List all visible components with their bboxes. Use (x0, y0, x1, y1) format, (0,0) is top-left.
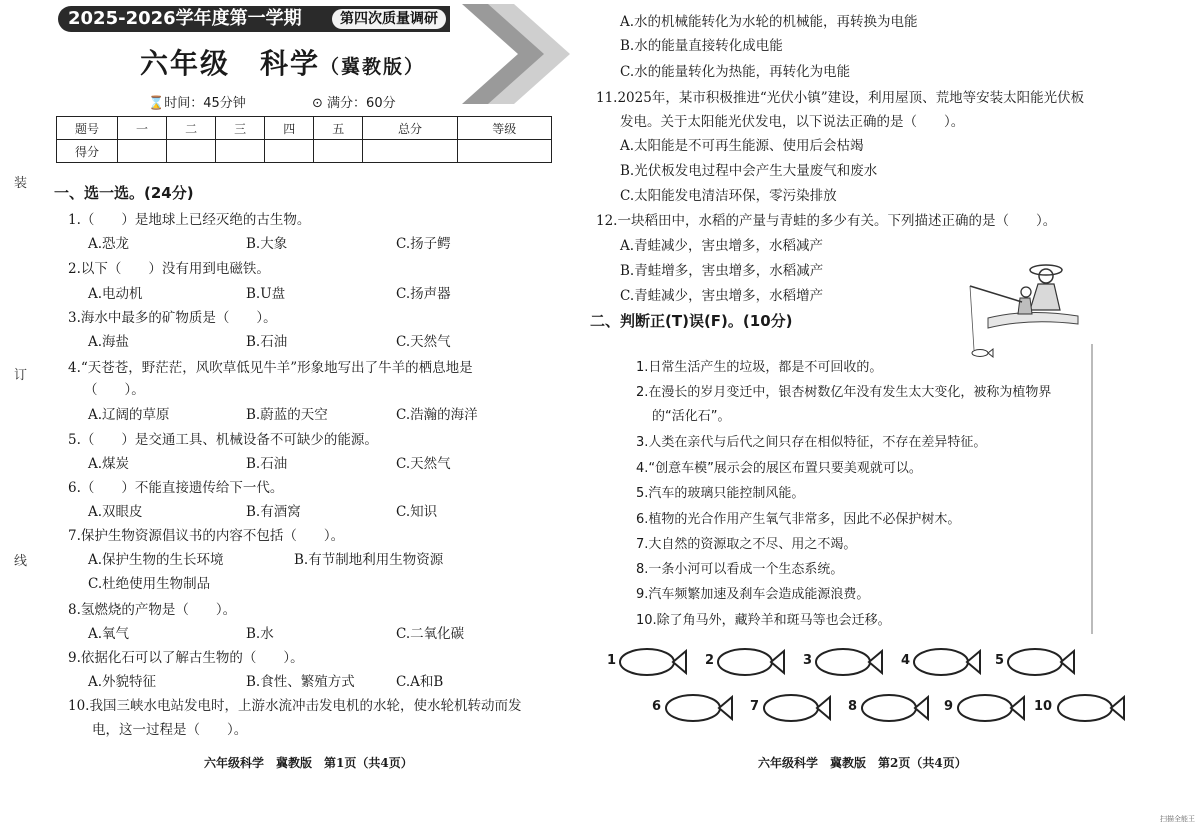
q10-option-a: A.水的机械能转化为水轮的机械能，再转换为电能 (620, 14, 918, 30)
q5-option-c: C.天然气 (396, 456, 451, 472)
score-input-cell[interactable] (118, 140, 167, 163)
q6-option-c: C.知识 (396, 504, 438, 520)
fish-icon[interactable] (1006, 646, 1076, 678)
q9-option-b: B.食性、繁殖方式 (246, 674, 355, 690)
q3-option-b: B.石油 (246, 334, 288, 350)
binding-char-1: 装 (14, 176, 28, 191)
question-12: 12.一块稻田中，水稻的产量与青蛙的多少有关。下列描述正确的是（ ）。 (596, 213, 1057, 229)
q11-option-b: B.光伏板发电过程中会产生大量废气和废水 (620, 163, 878, 179)
answer-label-3: 3 (803, 653, 813, 668)
q9-option-c: C.A和B (396, 674, 444, 690)
question-4-cont: （ ）。 (84, 382, 145, 398)
chevron-decoration-icon (462, 4, 572, 104)
answer-label-1: 1 (607, 653, 617, 668)
q7-option-b: B.有节制地利用生物资源 (294, 552, 444, 568)
judge-item-2: 2.在漫长的岁月变迁中，银杏树数亿年没有发生太大变化，被称为植物界 (636, 385, 1052, 400)
judge-item-5: 5.汽车的玻璃只能控制风能。 (636, 486, 805, 501)
q1-option-b: B.大象 (246, 236, 288, 252)
q1-option-a: A.恐龙 (88, 236, 130, 252)
q12-option-c: C.青蛙减少，害虫增多，水稻增产 (620, 288, 824, 304)
q4-option-a: A.辽阔的草原 (88, 407, 170, 423)
q5-option-b: B.石油 (246, 456, 288, 472)
full-score-text: 满分：60分 (327, 96, 396, 111)
fish-icon[interactable] (814, 646, 884, 678)
question-11: 11.2025年，某市积极推进“光伏小镇”建设，利用屋顶、荒地等安装太阳能光伏板 (596, 90, 1085, 106)
answer-label-9: 9 (944, 699, 954, 714)
hourglass-icon: ⌛ (148, 96, 165, 111)
score-header-cell: 四 (265, 117, 314, 140)
question-5: 5.（ ）是交通工具、机械设备不可缺少的能源。 (68, 432, 378, 448)
score-input-cell[interactable] (457, 140, 551, 163)
banner-text: 2025-2026学年度第一学期 (68, 8, 302, 29)
section-2-title: 二、判断正(T)误(F)。(10分) (590, 312, 793, 330)
scanner-watermark: 扫描全能王 (1160, 815, 1195, 823)
score-input-cell[interactable] (314, 140, 363, 163)
question-9: 9.依据化石可以了解古生物的（ ）。 (68, 650, 304, 666)
term-banner (58, 6, 450, 32)
q9-option-a: A.外貌特征 (88, 674, 157, 690)
score-row-label: 得分 (57, 140, 118, 163)
time-text: 时间：45分钟 (164, 96, 246, 111)
fish-icon[interactable] (664, 692, 734, 724)
edition-text: （冀教版） (320, 56, 426, 78)
judge-item-4: 4.“创意车模”展示会的展区布置只要美观就可以。 (636, 461, 922, 476)
q7-option-c: C.杜绝使用生物制品 (88, 576, 211, 592)
banner-tag: 第四次质量调研 (332, 9, 446, 29)
answer-label-10: 10 (1034, 699, 1053, 714)
score-table (56, 116, 552, 163)
judge-item-6: 6.植物的光合作用产生氧气非常多，因此不必保护树木。 (636, 512, 961, 527)
question-7: 7.保护生物资源倡议书的内容不包括（ ）。 (68, 528, 345, 544)
question-4: 4.“天苍苍，野茫茫，风吹草低见牛羊”形象地写出了牛羊的栖息地是 (68, 360, 473, 376)
question-10-cont: 电，这一过程是（ ）。 (92, 722, 248, 738)
q11-option-a: A.太阳能是不可再生能源、使用后会枯竭 (620, 138, 864, 154)
q11-option-c: C.太阳能发电清洁环保，零污染排放 (620, 188, 837, 204)
judge-item-10: 10.除了角马外，藏羚羊和斑马等也会迁移。 (636, 613, 891, 628)
q2-option-c: C.扬声器 (396, 286, 451, 302)
exam-title (140, 42, 425, 82)
q1-option-c: C.扬子鳄 (396, 236, 451, 252)
score-header-cell: 三 (216, 117, 265, 140)
q10-option-c: C.水的能量转化为热能，再转化为电能 (620, 64, 851, 80)
question-8: 8.氢燃烧的产物是（ ）。 (68, 602, 237, 618)
question-2: 2.以下（ ）没有用到电磁铁。 (68, 261, 270, 277)
score-header-cell: 五 (314, 117, 363, 140)
fish-icon[interactable] (956, 692, 1026, 724)
answer-label-7: 7 (750, 699, 760, 714)
q4-option-c: C.浩瀚的海洋 (396, 407, 478, 423)
score-input-cell[interactable] (167, 140, 216, 163)
page-2 (590, 0, 1200, 834)
judge-item-2-cont: 的“活化石”。 (652, 409, 731, 424)
answer-label-2: 2 (705, 653, 715, 668)
q12-option-a: A.青蛙减少，害虫增多，水稻减产 (620, 238, 824, 254)
q2-option-a: A.电动机 (88, 286, 143, 302)
check-circle-icon: ⊙ (312, 96, 323, 111)
fish-icon[interactable] (618, 646, 688, 678)
score-header-cell: 总分 (363, 117, 457, 140)
answer-label-5: 5 (995, 653, 1005, 668)
q3-option-c: C.天然气 (396, 334, 451, 350)
question-10: 10.我国三峡水电站发电时，上游水流冲击发电机的水轮，使水轮机转动而发 (68, 698, 522, 714)
score-input-cell[interactable] (363, 140, 457, 163)
q6-option-a: A.双眼皮 (88, 504, 143, 520)
score-table-row (57, 140, 552, 163)
score-header-cell: 二 (167, 117, 216, 140)
binding-char-2: 订 (14, 368, 28, 383)
title-text: 六年级 科学 (140, 47, 321, 80)
score-input-cell[interactable] (265, 140, 314, 163)
fish-icon[interactable] (860, 692, 930, 724)
page-1-footer: 六年级科学 冀教版 第1页（共4页） (204, 756, 413, 770)
score-header-cell: 等级 (457, 117, 551, 140)
score-table-header-row (57, 117, 552, 140)
q3-option-a: A.海盐 (88, 334, 130, 350)
score-header-cell: 一 (118, 117, 167, 140)
question-3: 3.海水中最多的矿物质是（ ）。 (68, 310, 277, 326)
score-header-cell: 题号 (57, 117, 118, 140)
q5-option-a: A.煤炭 (88, 456, 130, 472)
q6-option-b: B.有酒窝 (246, 504, 301, 520)
q8-option-c: C.二氧化碳 (396, 626, 465, 642)
answer-label-4: 4 (901, 653, 911, 668)
fish-icon[interactable] (1056, 692, 1126, 724)
question-6: 6.（ ）不能直接遗传给下一代。 (68, 480, 284, 496)
q8-option-a: A.氧气 (88, 626, 130, 642)
judge-item-7: 7.大自然的资源取之不尽、用之不竭。 (636, 537, 857, 552)
q2-option-b: B.U盘 (246, 286, 286, 302)
section-1-title: 一、选一选。(24分) (54, 184, 194, 202)
page-1 (0, 0, 590, 834)
q12-option-b: B.青蛙增多，害虫增多，水稻减产 (620, 263, 824, 279)
page-2-footer: 六年级科学 冀教版 第2页（共4页） (758, 756, 967, 770)
score-info (312, 92, 396, 111)
q10-option-b: B.水的能量直接转化成电能 (620, 38, 783, 54)
answer-label-8: 8 (848, 699, 858, 714)
answer-label-6: 6 (652, 699, 662, 714)
fish-icon[interactable] (716, 646, 786, 678)
time-info (148, 92, 246, 111)
judge-item-8: 8.一条小河可以看成一个生态系统。 (636, 562, 844, 577)
judge-item-1: 1.日常生活产生的垃圾，都是不可回收的。 (636, 360, 883, 375)
binding-char-3: 线 (14, 554, 28, 569)
fish-icon[interactable] (912, 646, 982, 678)
judge-item-3: 3.人类在亲代与后代之间只存在相似特征，不存在差异特征。 (636, 435, 987, 450)
q4-option-b: B.蔚蓝的天空 (246, 407, 328, 423)
score-input-cell[interactable] (216, 140, 265, 163)
question-11-cont: 发电。关于太阳能光伏发电，以下说法正确的是（ ）。 (620, 114, 965, 130)
judge-item-9: 9.汽车频繁加速及刹车会造成能源浪费。 (636, 587, 870, 602)
q8-option-b: B.水 (246, 626, 274, 642)
question-1: 1.（ ）是地球上已经灭绝的古生物。 (68, 212, 311, 228)
q7-option-a: A.保护生物的生长环境 (88, 552, 224, 568)
fish-icon[interactable] (762, 692, 832, 724)
